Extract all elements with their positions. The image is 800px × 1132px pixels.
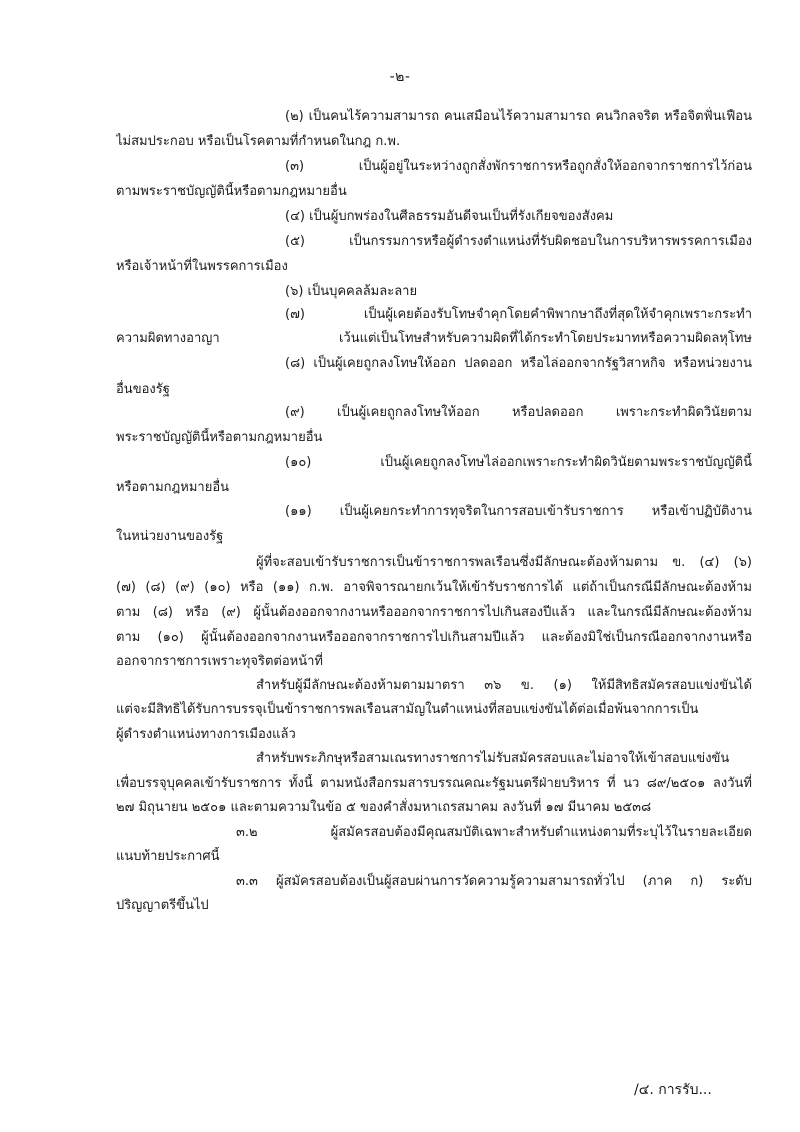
text-line: ตาม (๑๐) ผู้นั้นต้องออกจากงานหรือออกจากราชการไปเกินสามปีแล้ว และต้องมิใช่เป็นกรณีออกจากงานหรือ	[116, 630, 752, 645]
text-line: (๑๐) เป็นผู้เคยถูกลงโทษไล่ออกเพราะกระทำผิดวินัยตามพระราชบัญญัตินี้	[285, 455, 752, 470]
text-line: (๘) เป็นผู้เคยถูกลงโทษให้ออก ปลดออก หรือไล่ออกจากรัฐวิสาหกิจ หรือหน่วยงาน	[285, 356, 752, 371]
text-line: แต่จะมีสิทธิได้รับการบรรจุเป็นข้าราชการพลเรือนสามัญในตำแหน่งที่สอบแข่งขันได้ต่อเมื่อพ้นจากการเป็น	[116, 702, 699, 717]
text-line: ความผิดทางอาญา เว้นแต่เป็นโทษสำหรับความผิดที่ได้กระทำโดยประมาทหรือความผิดลหุโทษ	[116, 331, 752, 346]
text-line: ตาม (๘) หรือ (๙) ผู้นั้นต้องออกจากงานหรือออกจากราชการไปเกินสองปีแล้ว และในกรณีมีลักษณะต้องห้าม	[116, 605, 752, 620]
continuation-marker: /๔. การรับ...	[634, 1082, 712, 1098]
text-line: (๓) เป็นผู้อยู่ในระหว่างถูกสั่งพักราชการหรือถูกสั่งให้ออกจากราชการไว้ก่อน	[285, 159, 752, 174]
text-line: ออกจากราชการเพราะทุจริตต่อหน้าที่	[116, 654, 323, 669]
text-line: แนบท้ายประกาศนี้	[116, 849, 220, 864]
text-line: (๕) เป็นกรรมการหรือผู้ดำรงตำแหน่งที่รับผิดชอบในการบริหารพรรคการเมือง	[285, 234, 752, 249]
text-line: (๗) เป็นผู้เคยต้องรับโทษจำคุกโดยคำพิพากษาถึงที่สุดให้จำคุกเพราะกระทำ	[285, 307, 752, 322]
text-line: ในหน่วยงานของรัฐ	[116, 529, 224, 544]
text-line: (๖) เป็นบุคคลล้มละลาย	[285, 284, 418, 299]
text-line: (๑๑) เป็นผู้เคยกระทำการทุจริตในการสอบเข้ารับราชการ หรือเข้าปฏิบัติงาน	[285, 504, 752, 519]
text-line: สำหรับผู้มีลักษณะต้องห้ามตามมาตรา ๓๖ ข. (๑) ให้มีสิทธิสมัครสอบแข่งขันได้	[256, 678, 752, 693]
text-line: พระราชบัญญัตินี้หรือตามกฎหมายอื่น	[116, 430, 323, 445]
text-line: (๔) เป็นผู้บกพร่องในศีลธรรมอันดีจนเป็นที่รังเกียจของสังคม	[285, 209, 614, 224]
text-line: หรือตามกฎหมายอื่น	[116, 480, 230, 495]
text-line: ๓.๒ ผู้สมัครสอบต้องมีคุณสมบัติเฉพาะสำหรับตำแหน่งตามที่ระบุไว้ในรายละเอียด	[236, 825, 752, 840]
text-line: (๗) (๘) (๙) (๑๐) หรือ (๑๑) ก.พ. อาจพิจารณายกเว้นให้เข้ารับราชการได้ แต่ถ้าเป็นกรณีมีลักษณะต้องห้าม	[116, 580, 752, 595]
text-line: ๒๗ มิถุนายน ๒๕๐๑ และตามความในข้อ ๕ ของคำสั่งมหาเถรสมาคม ลงวันที่ ๑๗ มีนาคม ๒๕๓๘	[116, 800, 652, 815]
text-line: สำหรับพระภิกษุหรือสามเณรทางราชการไม่รับสมัครสอบและไม่อาจให้เข้าสอบแข่งขัน	[256, 751, 730, 766]
text-line: เพื่อบรรจุบุคคลเข้ารับราชการ ทั้งนี้ ตามหนังสือกรมสารบรรณคณะรัฐมนตรีฝ่ายบริหาร ที่ นว ๘๙/๒๕๐๑ ลงวันที่	[116, 776, 752, 791]
text-line: ผู้ที่จะสอบเข้ารับราชการเป็นข้าราชการพลเรือนซึ่งมีลักษณะต้องห้ามตาม ข. (๔) (๖)	[256, 555, 752, 570]
text-line: อื่นของรัฐ	[116, 382, 170, 397]
text-line: ๓.๓ ผู้สมัครสอบต้องเป็นผู้สอบผ่านการวัดความรู้ความสามารถทั่วไป (ภาค ก) ระดับ	[236, 874, 752, 889]
text-line: (๙) เป็นผู้เคยถูกลงโทษให้ออก หรือปลดออก เพราะกระทำผิดวินัยตาม	[285, 405, 752, 420]
text-line: ปริญญาตรีขึ้นไป	[116, 898, 209, 913]
text-line: ไม่สมประกอบ หรือเป็นโรคตามที่กำหนดในกฎ ก.พ.	[116, 134, 401, 149]
text-line: ตามพระราชบัญญัตินี้หรือตามกฎหมายอื่น	[116, 184, 347, 199]
text-line: หรือเจ้าหน้าที่ในพรรคการเมือง	[116, 259, 288, 274]
text-line: (๒) เป็นคนไร้ความสามารถ คนเสมือนไร้ความสามารถ คนวิกลจริต หรือจิตฟั่นเฟือน	[285, 109, 752, 124]
text-line: ผู้ดำรงตำแหน่งทางการเมืองแล้ว	[116, 727, 296, 742]
page-number: -๒-	[389, 69, 411, 85]
